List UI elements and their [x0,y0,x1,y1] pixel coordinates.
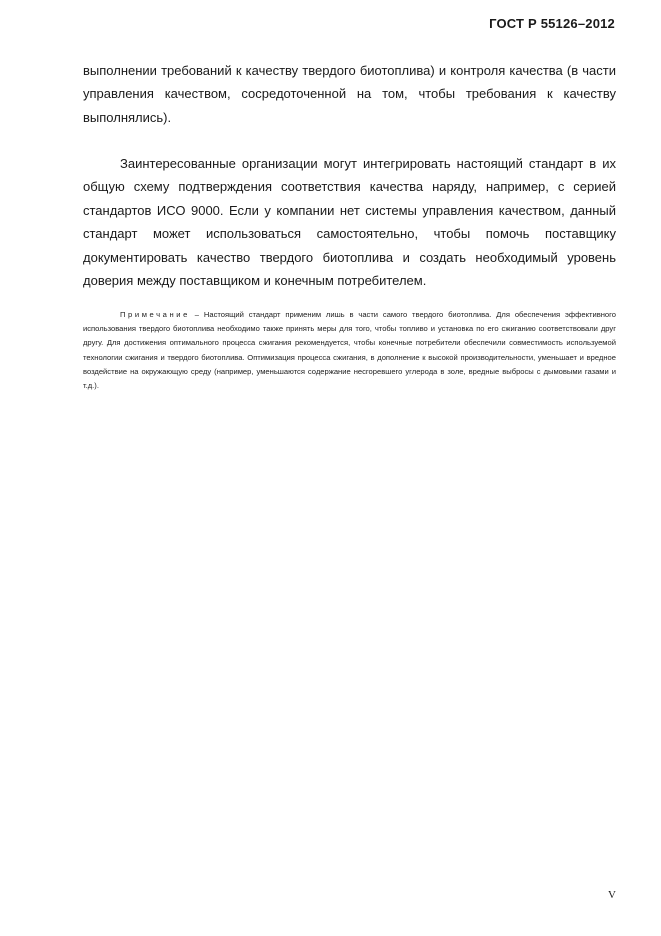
note-block [83,308,616,393]
note-text: Настоящий стандарт применим лишь в части самого твердого биотоплива. Для обеспечения эффективного использования твердого биотоплива необходимо также принять меры для того, чтобы топливо и установка по его сжиганию соответствовали друг другу. Для достижения оптимального процесса сжигания рекомендуется, чтобы конечные потребители обеспечили совместимость используемой технологии сжигания и твердого биотоплива. Оптимизация процесса сжигания, в дополнение к высокой производительности, уменьшает и вредное воздействие на окружающую среду (например, уменьшаются содержание несгоревшего углерода в золе, вредные выбросы с дымовыми газами и т.д.). [83,310,616,391]
paragraph-integration: Заинтересованные организации могут интегрировать настоящий стандарт в их общую схему подтверждения соответствия качества наряду, например, с серией стандартов ИСО 9000. Если у компании нет системы управления качеством, данный стандарт может использоваться самостоятельно, чтобы помочь поставщику документировать качество твердого биотоплива и создать необходимый уровень доверия между поставщиком и конечным потребителем. [83,156,616,289]
standard-id-header: ГОСТ Р 55126–2012 [489,16,615,31]
paragraph-continuation: выполнении требований к качеству твердого биотоплива) и контроля качества (в части управления качеством, сосредоточенной на том, чтобы требования к качеству выполнялись). [83,63,616,125]
note-dash: – [189,310,204,319]
page-number: V [608,889,616,901]
note-label: Примечание [120,310,190,319]
